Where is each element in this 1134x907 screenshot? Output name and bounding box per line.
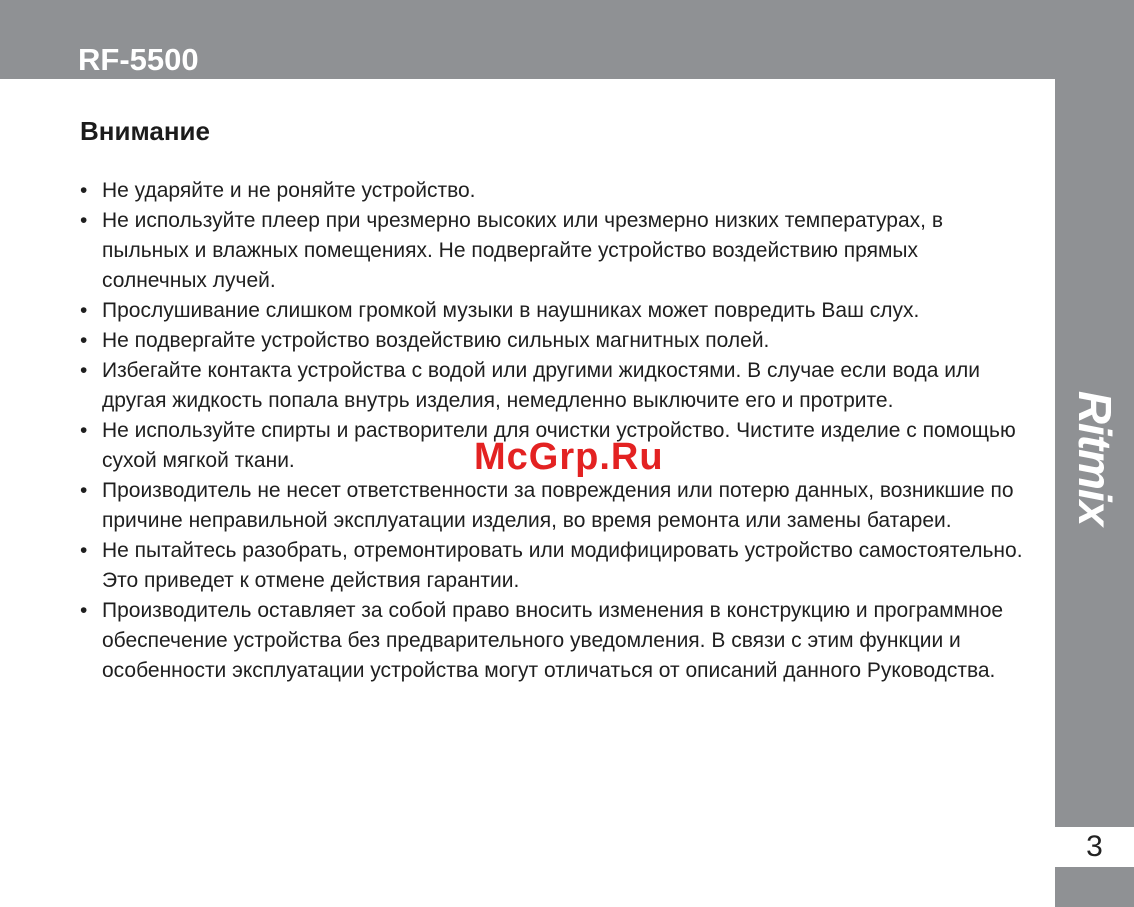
list-item: • Не используйте спирты и растворители для очистки устройство. Чистите изделие с помощью сухой мягкой ткани. — [78, 416, 1028, 476]
list-item: • Избегайте контакта устройства с водой или другими жидкостями. В случае если вода или другая жидкость попала внутрь изделия, немедленно выключите его и протрите. — [78, 356, 1028, 416]
brand-logo-text: Ritmix — [1069, 390, 1121, 526]
brand-logo — [1056, 378, 1134, 538]
warning-list — [78, 176, 1028, 686]
list-item: • Не ударяйте и не роняйте устройство. — [78, 176, 1028, 206]
page-number: 3 — [1086, 830, 1103, 863]
page-heading: Внимание — [80, 116, 210, 146]
list-item: • Не пытайтесь разобрать, отремонтировать или модифицировать устройство самостоятельно. Это приведет к отмене действия гарантии. — [78, 536, 1028, 596]
list-item: • Не используйте плеер при чрезмерно высоких или чрезмерно низких температурах, в пыльных и влажных помещениях. Не подвергайте устройство воздействию прямых солнечных лучей. — [78, 206, 1028, 296]
list-item: • Прослушивание слишком громкой музыки в наушниках может повредить Ваш слух. — [78, 296, 1028, 326]
list-item: • Производитель оставляет за собой право вносить изменения в конструкцию и программное обеспечение устройства без предварительного уведомления. В связи с этим функции и особенности эксплуатации устройства могут отличаться от описаний данного Руководства. — [78, 596, 1028, 686]
page-number-box — [1055, 827, 1134, 867]
model-title: RF-5500 — [78, 42, 199, 77]
list-item: • Не подвергайте устройство воздействию сильных магнитных полей. — [78, 326, 1028, 356]
watermark: McGrp.Ru — [474, 436, 664, 478]
list-item: • Производитель не несет ответственности за повреждения или потерю данных, возникшие по причине неправильной эксплуатации изделия, во время ремонта или замены батареи. — [78, 476, 1028, 536]
